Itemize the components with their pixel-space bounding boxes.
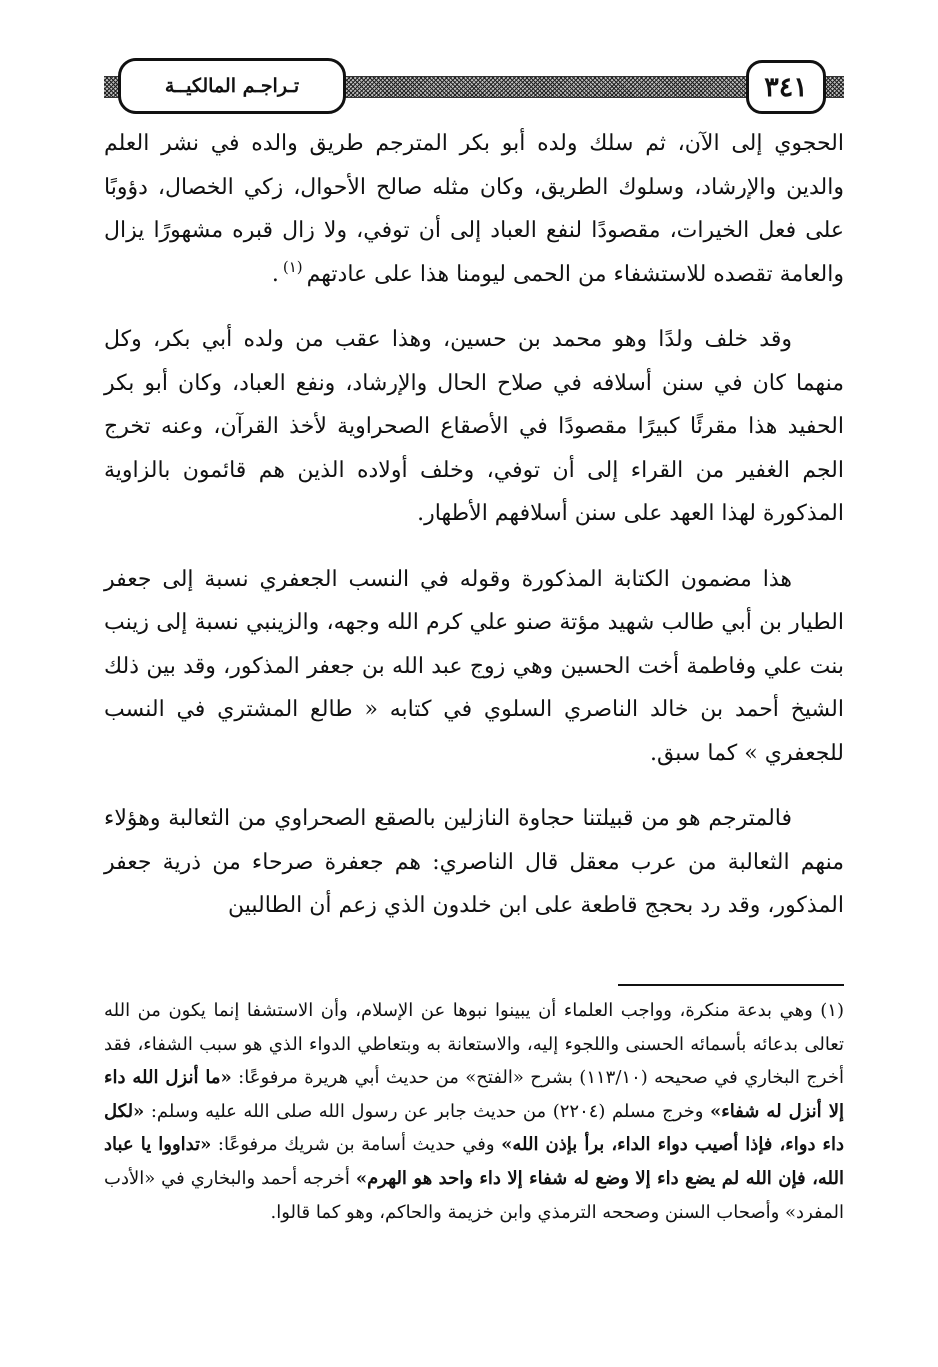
footnote-divider (618, 984, 844, 986)
footnote-part-4: أخرجه أحمد والبخاري في «الأدب المفرد» وأصحاب السنن وصححه الترمذي وابن خزيمة والحاكم، وهو كما قالوا. (104, 1167, 844, 1223)
hadith-quote-1: «ما أنزل الله داء إلا أنزل له شفاء» (104, 1067, 844, 1122)
paragraph-2: وقد خلف ولدًا وهو محمد بن حسين، وهذا عقب من ولده أبي بكر، وكل منهما كان في سنن أسلافه في صلاح الحال والإرشاد، ونفع العباد، وكان أبو بكر الحفيد هذا مقرئًا كبيرًا مقصودًا في الأصقاع الصحراوية لأخذ القرآن، وعنه تخرج الجم الغفير من القراء إلى أن توفي، وخلف أولاده الذين هم قائمون بالزاوية المذكورة لهذا العهد على سنن أسلافهم الأطهار. (104, 327, 844, 526)
hadith-quote-2: «لكل داء دواء، فإذا أصيب دواء الداء، برأ بإذن الله» (104, 1100, 844, 1156)
page-header (104, 54, 844, 118)
footnote-part-1: (١) وهي بدعة منكرة، وواجب العلماء أن يبينوا نبوها عن الإسلام، وأن الاستشفا إنما يكون من الله تعالى بدعائه بأسمائه الحسنى واللجوء إليه، والاستعانة به وبتعاطي الدواء الذي هو سبب الشفاء، فقد أخرج البخاري في صحيحه (١١٣/١٠) بشرح «الفتح» من حديث أبي هريرة مرفوعًا: (104, 1000, 844, 1089)
footnote-part-3: وفي حديث أسامة بن شريك مرفوعًا: (217, 1134, 495, 1156)
footnote-reference: (١) (282, 258, 303, 277)
running-title: تـراجـم المالكيــة (118, 58, 346, 114)
paragraph-1 (104, 122, 844, 296)
page-number: ٣٤١ (746, 60, 826, 114)
footnote-part-2: وخرج مسلم (٢٢٠٤) من حديث جابر عن رسول الله صلى الله عليه وسلم: (150, 1100, 704, 1122)
paragraph-1-end: . (271, 261, 279, 287)
footnote (104, 994, 844, 1229)
hadith-quote-3: «تداووا يا عباد الله، فإن الله لم يضع داء إلا وضع له شفاء إلا داء واحد هو الهرم» (104, 1134, 844, 1189)
paragraph-4: فالمترجم هو من قبيلتنا حجاوة النازلين بالصقع الصحراوي من الثعالبة وهؤلاء منهم الثعالبة من عرب معقل قال الناصري: هم جعفرة صرحاء من ذرية جعفر المذكور، وقد رد بحجج قاطعة على ابن خلدون الذي زعم أن الطالبين (104, 806, 844, 918)
main-text (104, 122, 844, 928)
paragraph-1-text: الحجوي إلى الآن، ثم سلك ولده أبو بكر المترجم طريق والده في نشر العلم والدين والإرشاد، وسلوك الطريق، وكان مثله صالح الأحوال، زكي الخصال، دؤوبًا على فعل الخيرات، مقصودًا لنفع العباد إلى أن توفي، ولا زال قبره مشهورًا يزال والعامة تقصده للاستشفاء من الحمى ليومنا هذا على عادتهم (104, 131, 844, 287)
paragraph-3: هذا مضمون الكتابة المذكورة وقوله في النسب الجعفري نسبة إلى جعفر الطيار بن أبي طالب شهيد مؤتة صنو علي كرم الله وجهه، والزينبي نسبة إلى زينب بنت علي وفاطمة أخت الحسين وهي زوج عبد الله بن جعفر المذكور، وقد بين ذلك الشيخ أحمد بن خالد الناصري السلوي في كتابه « طالع المشتري في النسب للجعفري » كما سبق. (104, 566, 844, 766)
footnote-1 (104, 994, 844, 1229)
